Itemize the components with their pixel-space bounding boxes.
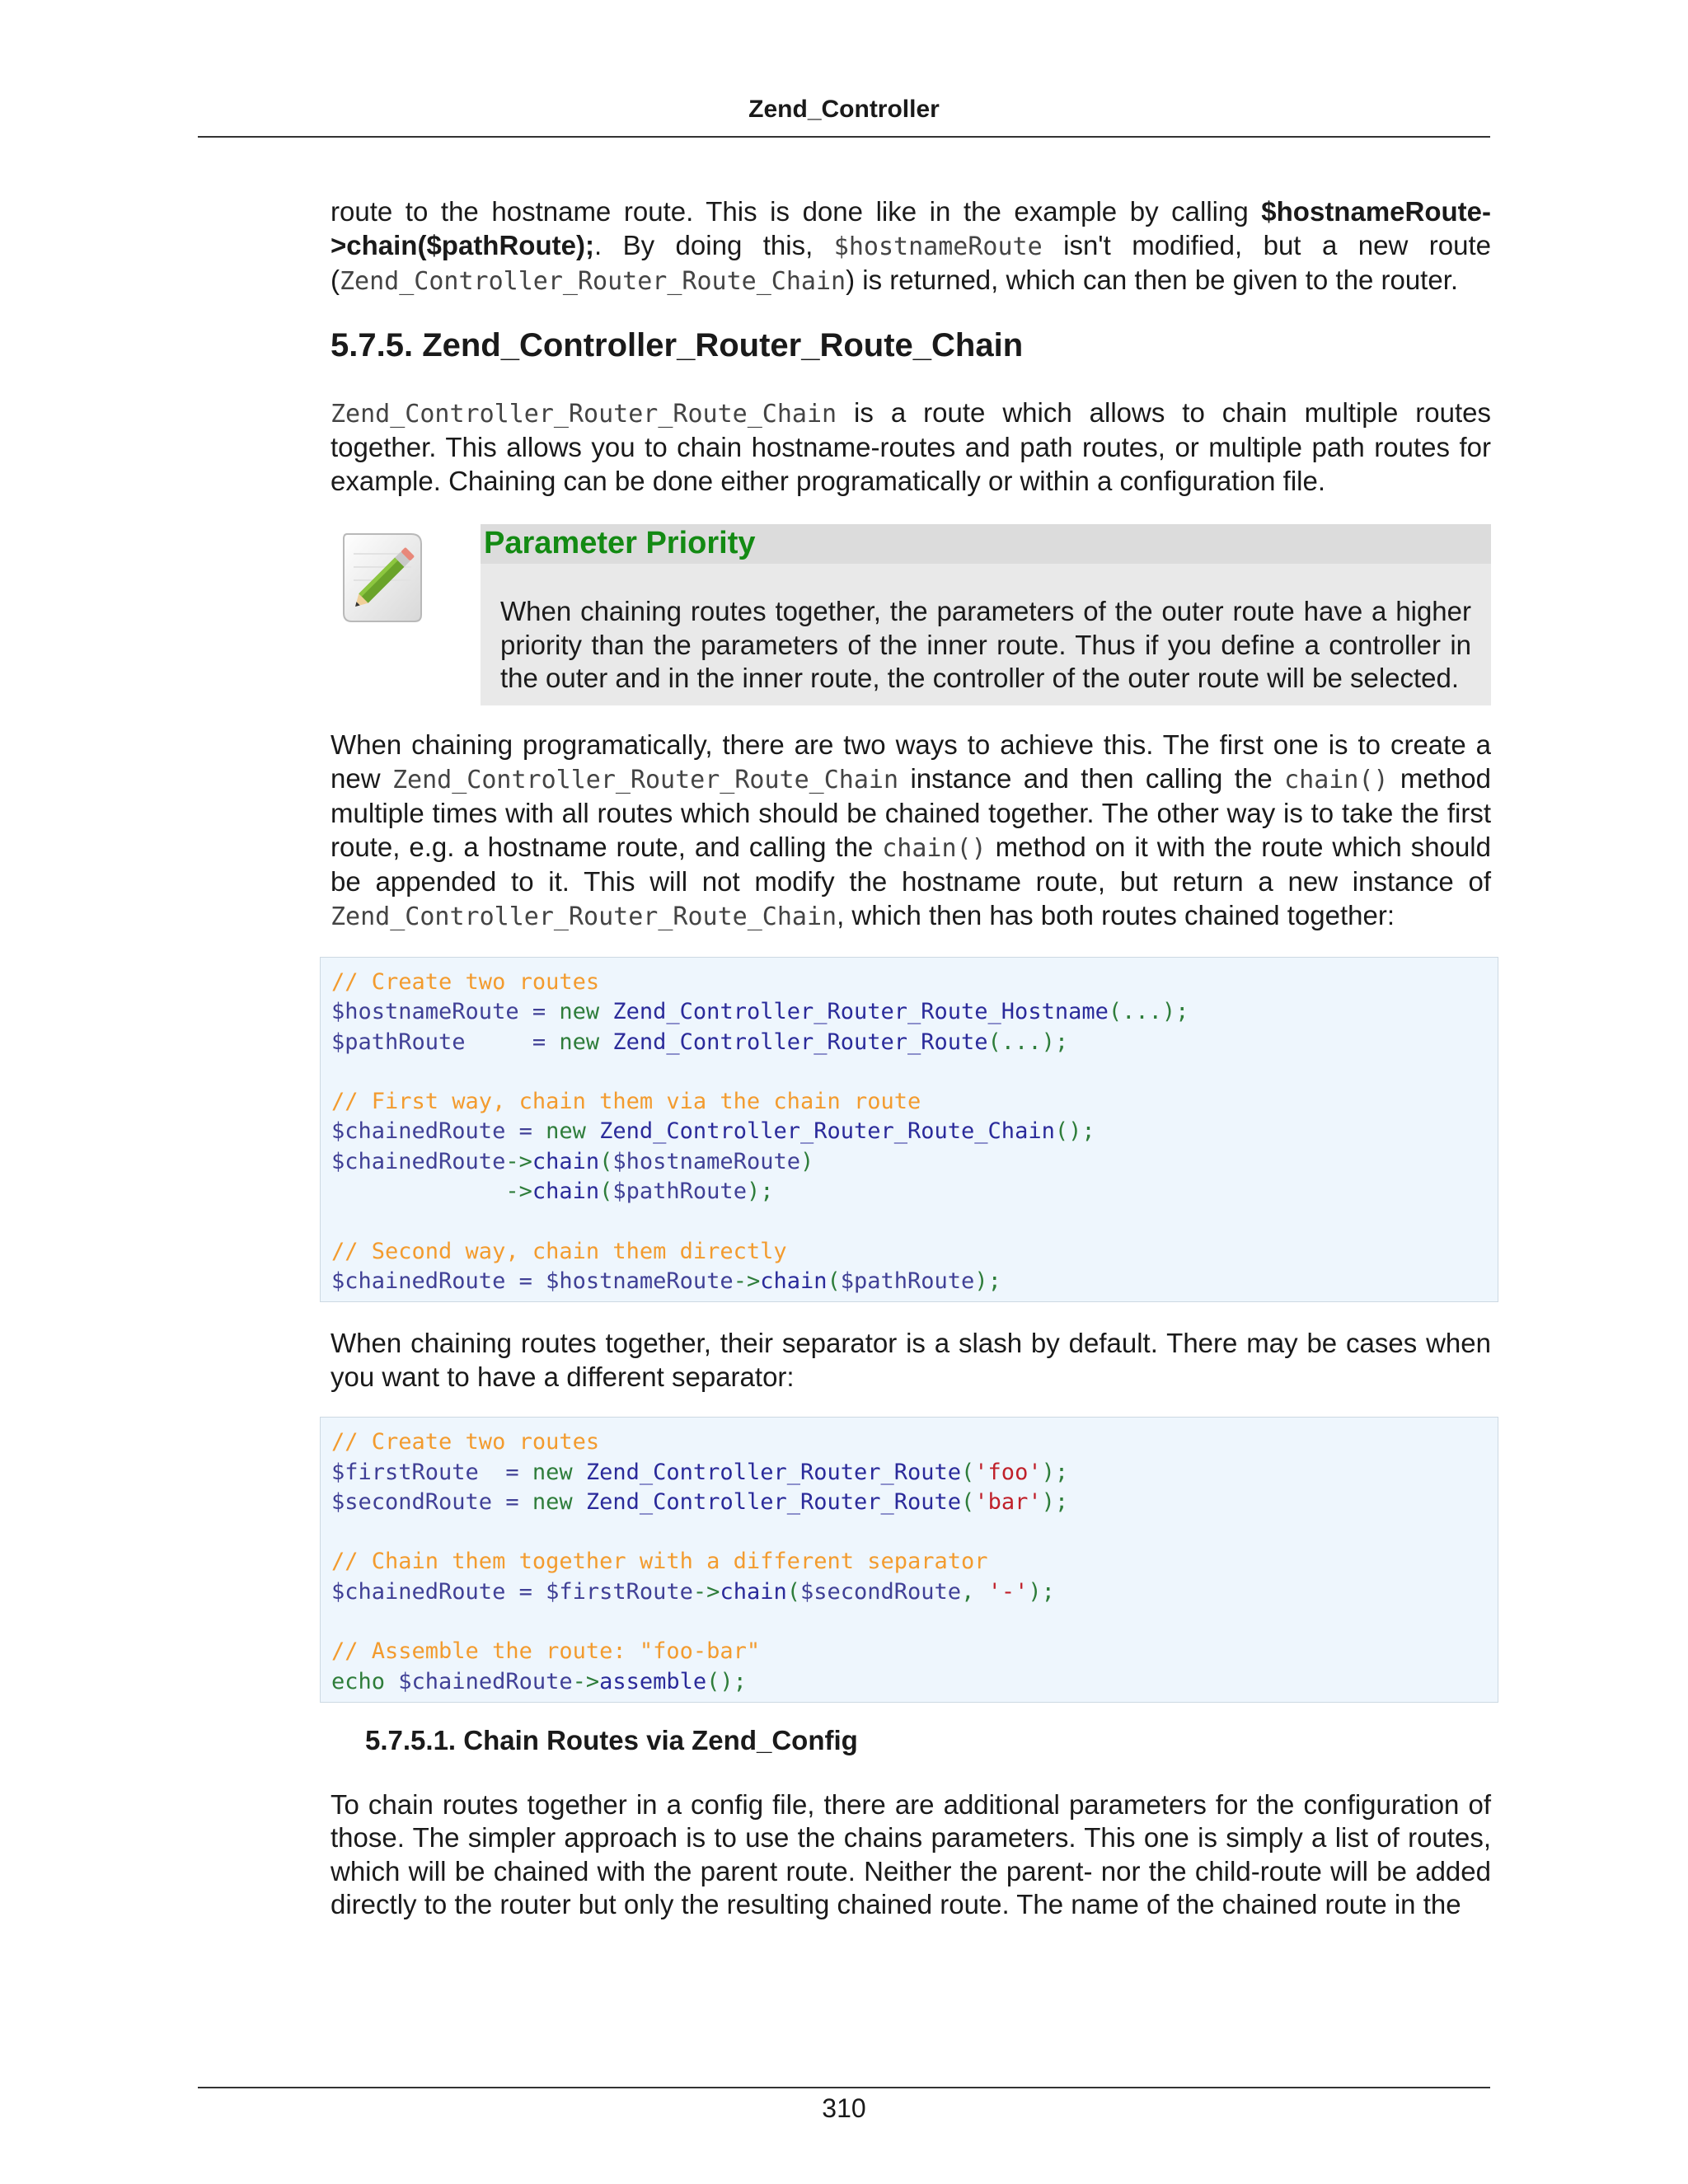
code-comment: // Chain them together with a different separator xyxy=(331,1549,988,1575)
code-comment: // First way, chain them via the chain route xyxy=(331,1089,921,1115)
code-token: $chainedRoute xyxy=(385,1668,573,1694)
code-block xyxy=(320,957,1498,1302)
code-token: 'foo' xyxy=(974,1459,1042,1485)
text: isn't modified, but a new route ( xyxy=(331,229,1491,295)
code-token: ) xyxy=(799,1148,814,1174)
code-token: = xyxy=(478,1459,532,1485)
inline-code: chain() xyxy=(882,833,987,863)
code-block xyxy=(320,1417,1498,1703)
text: , which then has both routes chained together: xyxy=(837,899,1395,930)
code-token: $hostnameRoute xyxy=(612,1148,800,1174)
inline-code: chain() xyxy=(1284,765,1389,794)
text: ) is returned, which can then be given to the router. xyxy=(846,265,1459,295)
code-token: (...); xyxy=(1108,999,1189,1025)
code-token: $secondRoute xyxy=(799,1578,962,1605)
code-token: = xyxy=(505,1268,546,1294)
code-token: (); xyxy=(1054,1118,1095,1145)
subsection-paragraph: To chain routes together in a config file, there are additional parameters for the configuration of those. The simpler approach is to use the chains parameters. This one is simply a list of routes, which will be chained with the parent route. Neither the parent- nor the child-route will be added directly to the router but only the resulting chained route. The name of the chained route in the xyxy=(331,1788,1491,1920)
inline-code: Zend_Controller_Router_Route_Chain xyxy=(392,765,899,794)
code-token: chain xyxy=(532,1179,600,1205)
code-token: $pathRoute xyxy=(612,1179,747,1205)
code-token: $chainedRoute xyxy=(331,1118,506,1145)
code-token: Zend_Controller_Router_Route xyxy=(599,1029,988,1055)
code-comment: // Create two routes xyxy=(331,969,600,995)
code-token: $firstRoute xyxy=(331,1459,479,1485)
code-token: ); xyxy=(974,1268,1001,1294)
code-token: -> xyxy=(692,1578,720,1605)
code-token: $secondRoute xyxy=(331,1488,493,1515)
inline-code: Zend_Controller_Router_Route_Chain xyxy=(331,399,837,429)
code-token: = xyxy=(505,1578,546,1605)
code-token: = xyxy=(492,1488,532,1515)
code-token: $chainedRoute xyxy=(331,1148,506,1174)
section-paragraph xyxy=(331,729,1491,934)
inline-code: Zend_Controller_Router_Route_Chain xyxy=(331,902,837,931)
bold-code: $hostnameRoute->chain($pathRoute); xyxy=(331,196,1491,260)
code-token: chain xyxy=(532,1148,600,1174)
text: method multiple times with all routes which should be chained together. The other way is to take the first route, e.g. a hostname route, and calling the xyxy=(331,762,1492,862)
code-token: new xyxy=(546,1118,586,1145)
code-token: new xyxy=(559,1029,600,1055)
code-token: = xyxy=(518,999,560,1025)
code-token: $pathRoute xyxy=(840,1268,975,1294)
code-token: -> xyxy=(733,1268,761,1294)
running-header: Zend_Controller xyxy=(748,96,940,123)
code-comment: // Create two routes xyxy=(331,1429,600,1455)
header-rule xyxy=(198,136,1490,138)
text: is a route which allows to chain multiple routes together. This allows you to chain hostname-routes and path routes, or multiple path routes for example. Chaining can be done either programatically or within a configuration file. xyxy=(331,396,1491,496)
note-admonition xyxy=(331,524,1491,712)
code-token: ( xyxy=(599,1179,613,1205)
code-token: $firstRoute xyxy=(546,1578,693,1605)
code-token: = xyxy=(505,1118,546,1145)
code-token: , xyxy=(961,1578,988,1605)
code-token: ( xyxy=(599,1148,613,1174)
inline-code: Zend_Controller_Router_Route_Chain xyxy=(340,267,846,296)
footer-rule xyxy=(198,2087,1490,2088)
code-comment: // Assemble the route: "foo-bar" xyxy=(331,1638,761,1665)
section-heading: 5.7.5. Zend_Controller_Router_Route_Chain xyxy=(331,326,1024,363)
code-token: echo xyxy=(331,1668,386,1694)
section-paragraph xyxy=(331,396,1491,499)
code-token: Zend_Controller_Router_Route xyxy=(572,1488,962,1515)
note-box xyxy=(481,524,1491,705)
code-token: Zend_Controller_Router_Route xyxy=(572,1459,962,1485)
code-token: ); xyxy=(1041,1488,1069,1515)
section-paragraph: When chaining routes together, their separator is a slash by default. There may be cases when you want to have a different separator: xyxy=(331,1328,1491,1392)
code-token: chain xyxy=(720,1578,787,1605)
code-token: $hostnameRoute xyxy=(546,1268,734,1294)
code-token: (); xyxy=(706,1668,747,1694)
code-token: -> xyxy=(331,1179,532,1205)
code-token: -> xyxy=(572,1668,600,1694)
pencil-note-icon xyxy=(340,529,426,625)
code-token: ( xyxy=(786,1578,800,1605)
code-token: ); xyxy=(1041,1459,1069,1485)
code-token: ( xyxy=(827,1268,841,1294)
code-token: $hostnameRoute xyxy=(331,999,519,1025)
note-text: When chaining routes together, the parameters of the outer route have a higher priority than the parameters of the inner route. Thus if you define a controller in the outer and in the inner route, the controller of the outer route will be selected. xyxy=(500,596,1471,693)
text: route to the hostname route. This is done like in the example by calling xyxy=(331,196,1262,227)
code-token: 'bar' xyxy=(974,1488,1042,1515)
subsection-heading: 5.7.5.1. Chain Routes via Zend_Config xyxy=(365,1724,858,1755)
note-title: Parameter Priority xyxy=(481,524,1491,564)
page-content xyxy=(331,195,1491,1922)
code-token: $pathRoute xyxy=(331,1029,466,1055)
code-token: new xyxy=(532,1459,573,1485)
code-token: -> xyxy=(505,1148,532,1174)
code-token: $chainedRoute xyxy=(331,1268,506,1294)
code-token: (...); xyxy=(987,1029,1069,1055)
code-token: '-' xyxy=(987,1578,1029,1605)
text: When chaining programatically, there are two ways to achieve this. The first one is to create a new xyxy=(331,729,1491,794)
text: instance and then calling the xyxy=(898,762,1285,794)
intro-paragraph xyxy=(331,195,1491,299)
code-token: ( xyxy=(961,1488,975,1515)
code-token: assemble xyxy=(599,1668,707,1694)
text: method on it with the route which should be appended to it. This will not modify the hostname route, but return a new instance of xyxy=(331,831,1491,897)
code-comment: // Second way, chain them directly xyxy=(331,1238,787,1264)
code-token: ); xyxy=(1028,1578,1055,1605)
code-token: $chainedRoute xyxy=(331,1578,506,1605)
code-token: Zend_Controller_Router_Route_Chain xyxy=(585,1118,1055,1145)
code-token: = xyxy=(465,1029,560,1055)
inline-code: $hostnameRoute xyxy=(833,232,1043,261)
code-token: chain xyxy=(760,1268,828,1294)
text: . By doing this, xyxy=(593,229,834,260)
code-token: ( xyxy=(961,1459,975,1485)
code-token: ); xyxy=(746,1179,774,1205)
page-number: 310 xyxy=(822,2093,866,2123)
code-token: new xyxy=(532,1488,573,1515)
code-token: Zend_Controller_Router_Route_Hostname xyxy=(599,999,1109,1025)
code-token: new xyxy=(559,999,600,1025)
